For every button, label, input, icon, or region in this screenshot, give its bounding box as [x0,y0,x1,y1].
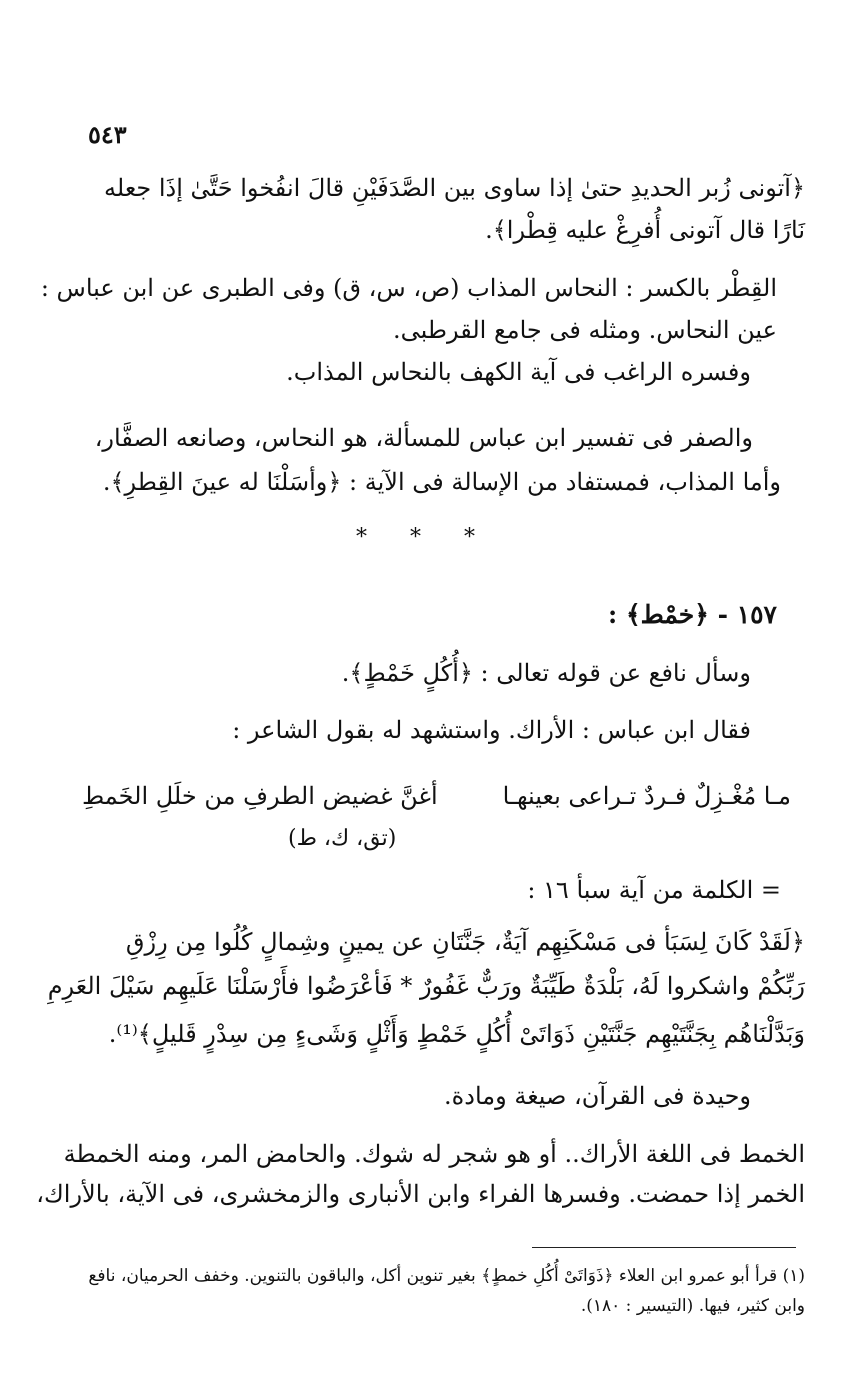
verse-line: نَارًا قال آتونى أُفرِغْ عليه قِطْرا﴾. [485,216,805,244]
paragraph-line: الخمط فى اللغة الأراك.. أو هو شجر له شوك. والحامض المر، ومنه الخمطة [63,1140,805,1168]
paragraph-line: = الكلمة من آية سبأ ١٦ : [527,876,781,904]
paragraph-line: الخمر إذا حمضت. وفسرها الفراء وابن الأنبارى والزمخشرى، فى الآية، بالأراك، [36,1180,805,1208]
poem-source: (تق، ك، ط) [288,826,397,851]
footnote-divider [532,1247,796,1248]
paragraph-line: عين النحاس. ومثله فى جامع القرطبى. [392,316,777,344]
section-separator: * * * [356,525,493,550]
paragraph-line: وأما المذاب، فمستفاد من الإسالة فى الآية : ﴿وأسَلْنَا له عينَ القِطرِ﴾. [102,468,781,496]
footnote-line: وابن كثير، فيها. (التيسير : ١٨٠). [580,1296,805,1316]
entry-heading: ١٥٧ - ﴿خمْط﴾ : [608,600,777,629]
footnote-line: (١) قرأ أبو عمرو ابن العلاء ﴿ذَوَاتَىْ أُكُلِ خمطٍ﴾ بغير تنوين أكل، والباقون بالتنوين. وخفف الحرميان، نافع [88,1266,805,1286]
paragraph-line: فقال ابن عباس : الأراك. واستشهد له بقول الشاعر : [232,716,751,744]
paragraph-line: وحيدة فى القرآن، صيغة ومادة. [444,1082,751,1110]
poem-hemistich-second: أغنَّ غضيض الطرفِ من خلَلِ الخَمطِ [82,782,438,810]
paragraph-line: والصفر فى تفسير ابن عباس للمسألة، هو النحاس، وصانعه الصفَّار، [94,424,753,452]
poem-hemistich-first: مـا مُغْـزِلٌ فـردٌ تـراعى بعينهـا [502,782,791,810]
paragraph-line: وفسره الراغب فى آية الكهف بالنحاس المذاب. [286,358,751,386]
paragraph-line: وسأل نافع عن قوله تعالى : ﴿أُكُلٍ خَمْطٍ﴾. [341,659,751,687]
verse-line: وَبَدَّلْنَاهُم بِجَنَّتَيْهِم جَنَّتَيْنِ ذَوَاتَىْ أُكُلٍ خَمْطٍ وَأَثْلٍ وَشَىءٍ مِن سِدْرٍ قَليلٍ﴾⁽¹⁾. [108,1020,805,1048]
page-number: ٥٤٣ [88,120,127,149]
verse-line: رَبِّكُمْ واشكروا لَهُ، بَلْدَةٌ طَيِّبَةٌ ورَبٌّ غَفُورٌ * فَأعْرَضُوا فأَرْسَلْنَا عَلَيهِم سَيْلَ العَرِمِ [47,972,805,1000]
paragraph-line: القِطْر بالكسر : النحاس المذاب (ص، س، ق) وفى الطبرى عن ابن عباس : [40,274,777,302]
verse-line: ﴿آتونى زُبر الحديدِ حتىٰ إذا ساوى بين الصَّدَفَيْنِ قالَ انفُخوا حَتَّىٰ إذَا جعله [104,174,805,202]
poem-verse [82,782,791,822]
verse-line: ﴿لَقَدْ كَانَ لِسَبَأ فى مَسْكَنِهِم آيَةٌ، جَنَّتَانِ عن يمينٍ وشِمالٍ كُلُوا مِن رِزْقِ [125,928,805,956]
